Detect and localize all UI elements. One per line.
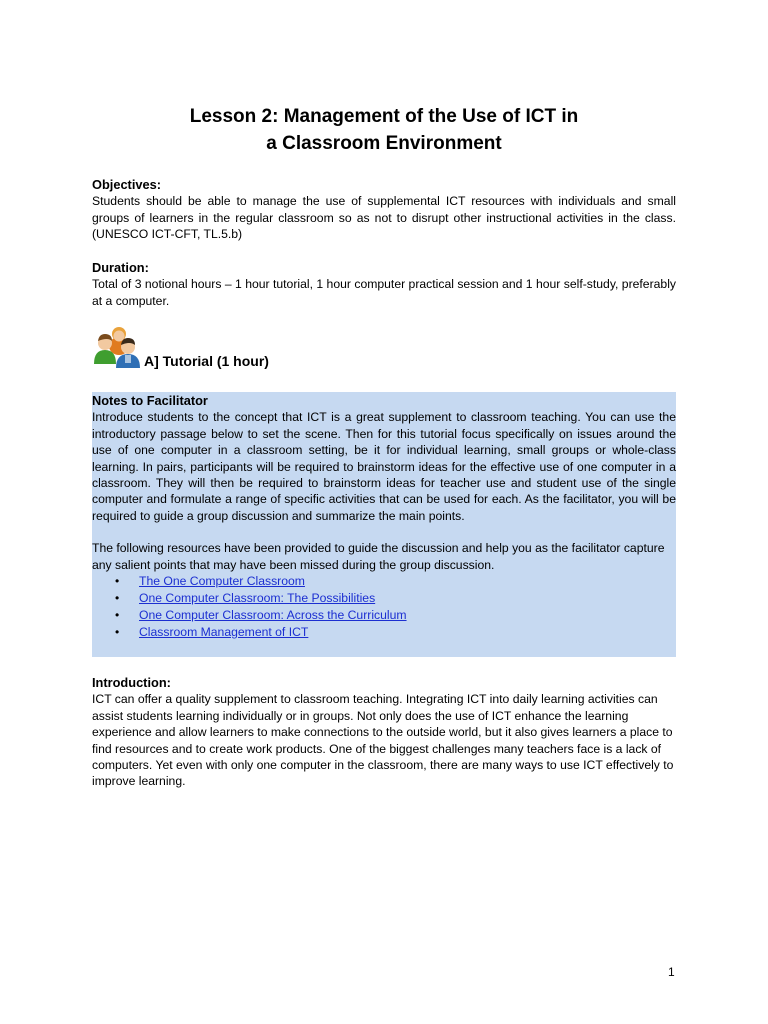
page-number: 1 bbox=[668, 965, 675, 979]
objectives-text: Students should be able to manage the use of supplemental ICT resources with individuals and small groups of learners in the regular classroom so as not to disrupt other instructional activities in the class. (UNESCO ICT-CFT, TL.5.b) bbox=[92, 194, 676, 242]
duration-section bbox=[92, 260, 676, 309]
link-one-computer-classroom[interactable]: The One Computer Classroom bbox=[139, 574, 305, 589]
objectives-heading: Objectives: bbox=[92, 177, 161, 192]
introduction-heading: Introduction: bbox=[92, 675, 171, 690]
resource-links-list bbox=[92, 573, 676, 641]
page-title bbox=[92, 103, 676, 157]
title-line-1: Lesson 2: Management of the Use of ICT in bbox=[189, 106, 579, 127]
link-classroom-management-ict[interactable]: Classroom Management of ICT bbox=[139, 625, 309, 640]
bullet-icon: • bbox=[115, 574, 120, 589]
notes-heading: Notes to Facilitator bbox=[92, 393, 208, 408]
duration-text: Total of 3 notional hours – 1 hour tutorial, 1 hour computer practical session and 1 hour self-study, preferably at a computer. bbox=[92, 277, 676, 308]
link-one-computer-across-curriculum[interactable]: One Computer Classroom: Across the Curriculum bbox=[139, 608, 407, 623]
list-item bbox=[115, 624, 676, 641]
link-one-computer-possibilities[interactable]: One Computer Classroom: The Possibilities bbox=[139, 591, 376, 606]
list-item bbox=[115, 573, 676, 590]
introduction-text: ICT can offer a quality supplement to classroom teaching. Integrating ICT into daily learning activities can assist students learning individually or in groups. Not only does the use of ICT enhance the learning experience and allow learners to make connections to the outside world, but it also gives learners a place to find resources and to create work products. One of the biggest challenges many teachers face is a lack of computers. Yet even with only one computer in the classroom, there are many ways to use ICT effectively to improve learning. bbox=[92, 692, 674, 789]
title-line-2: a Classroom Environment bbox=[266, 133, 502, 154]
list-item bbox=[115, 607, 676, 624]
duration-heading: Duration: bbox=[92, 260, 149, 275]
bullet-icon: • bbox=[115, 608, 120, 623]
bullet-icon: • bbox=[115, 625, 120, 640]
objectives-section bbox=[92, 177, 676, 243]
people-group-icon bbox=[92, 324, 144, 370]
notes-paragraph-1: Introduce students to the concept that ICT is a great supplement to classroom teaching. You can use the introductory passage below to set the scene. Then for this tutorial focus specifically on issues around the use of one computer in a classroom setting, be it for individual learning, small groups or whole-class learning. In pairs, participants will be required to brainstorm ideas for the effective use of one computer in a classroom. They will then be required to brainstorm ideas for teacher use and student use of the single computer and formulate a range of specific activities that can be used for each. As the facilitator, you will be required to guide a group discussion and summarize the main points. bbox=[92, 410, 676, 523]
tutorial-header bbox=[92, 324, 676, 370]
bullet-icon: • bbox=[115, 591, 120, 606]
notes-to-facilitator-box bbox=[92, 392, 676, 657]
list-item bbox=[115, 590, 676, 607]
notes-paragraph-2: The following resources have been provided to guide the discussion and help you as the facilitator capture any salient points that may have been missed during the group discussion. bbox=[92, 541, 665, 572]
introduction-section bbox=[92, 675, 676, 790]
tutorial-heading: A] Tutorial (1 hour) bbox=[144, 353, 269, 369]
